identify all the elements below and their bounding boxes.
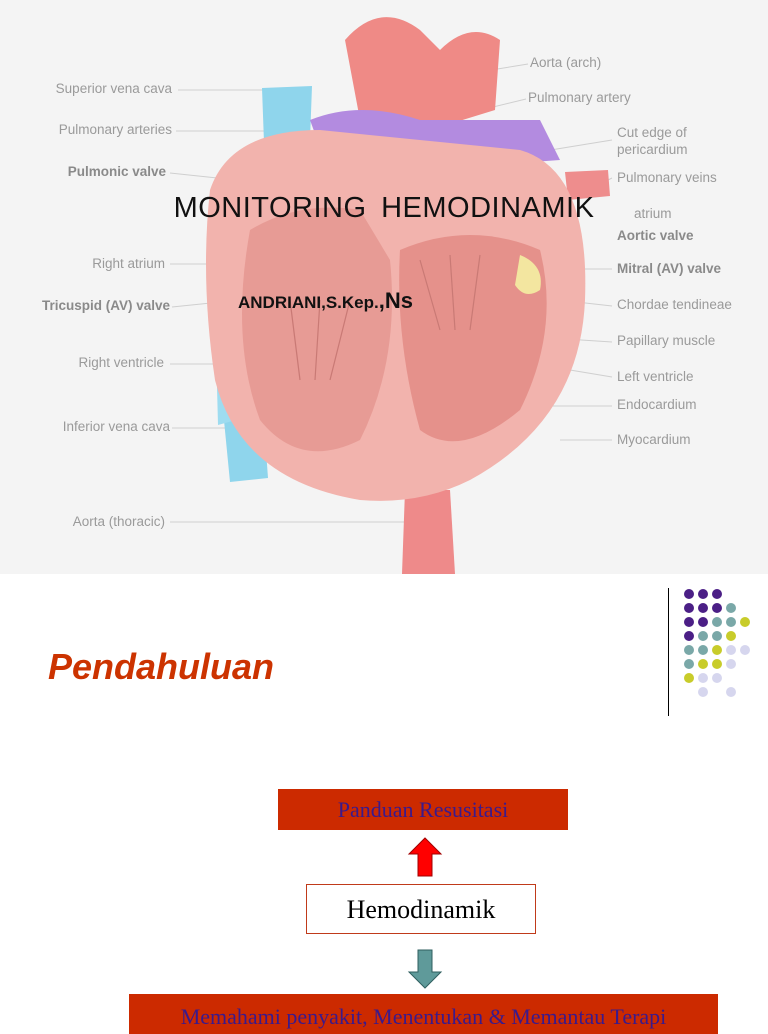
label-tricuspid-valve: Tricuspid (AV) valve <box>41 298 170 313</box>
dot <box>698 659 708 669</box>
dot <box>684 603 694 613</box>
dot <box>684 617 694 627</box>
dot <box>726 617 736 627</box>
hemodynamic-box: Hemodinamik <box>306 884 536 934</box>
label-endocardium: Endocardium <box>617 397 697 412</box>
intro-slide <box>0 574 768 1029</box>
label-aorta-thoracic: Aorta (thoracic) <box>72 514 165 529</box>
decorative-divider <box>668 588 669 716</box>
label-superior-vena-cava: Superior vena cava <box>55 81 172 96</box>
label-pulmonic-valve: Pulmonic valve <box>67 164 166 179</box>
label-chordae-tendineae: Chordae tendineae <box>617 297 732 312</box>
dot <box>726 645 736 655</box>
label-pericardium: pericardium <box>617 142 688 157</box>
dot <box>698 687 708 697</box>
label-mitral-valve: Mitral (AV) valve <box>617 261 722 276</box>
dot <box>740 617 750 627</box>
dot <box>712 645 722 655</box>
dot <box>698 617 708 627</box>
label-pulmonary-veins: Pulmonary veins <box>617 170 717 185</box>
dot <box>712 631 722 641</box>
label-right-atrium: Right atrium <box>92 256 165 271</box>
dot <box>698 603 708 613</box>
section-title: Pendahuluan <box>48 646 275 687</box>
dot <box>712 603 722 613</box>
label-left-atrium: atrium <box>634 206 672 221</box>
dot <box>712 589 722 599</box>
understand-disease-box: Memahami penyakit, Menentukan & Memantau Terapi <box>129 994 718 1034</box>
label-inferior-vena-cava: Inferior vena cava <box>62 419 170 434</box>
dot <box>740 645 750 655</box>
dot <box>726 603 736 613</box>
label-myocardium: Myocardium <box>617 432 691 447</box>
right-ventricle-shape <box>242 208 392 452</box>
dot <box>684 631 694 641</box>
resuscitation-guide-box: Panduan Resusitasi <box>278 789 568 830</box>
dot <box>684 589 694 599</box>
dot <box>712 673 722 683</box>
author-main: ANDRIANI,S.Kep. <box>238 293 379 312</box>
dot <box>726 687 736 697</box>
arrow-down-icon <box>407 948 443 990</box>
decorative-dot-grid <box>681 587 768 697</box>
dot <box>712 659 722 669</box>
label-aorta-arch: Aorta (arch) <box>530 55 602 70</box>
label-pulmonary-arteries: Pulmonary arteries <box>58 122 172 137</box>
aorta-thoracic-shape <box>402 490 455 574</box>
label-aortic-valve: Aortic valve <box>617 228 694 243</box>
dot <box>698 645 708 655</box>
label-cut-edge: Cut edge of <box>617 125 687 140</box>
dot <box>698 673 708 683</box>
dot <box>684 673 694 683</box>
dot <box>698 631 708 641</box>
label-right-ventricle: Right ventricle <box>78 355 164 370</box>
dot <box>698 589 708 599</box>
author-name <box>238 288 413 314</box>
arrow-up-icon <box>407 836 443 878</box>
label-papillary-muscle: Papillary muscle <box>617 333 716 348</box>
dot <box>726 659 736 669</box>
label-left-ventricle: Left ventricle <box>617 369 694 384</box>
dot <box>726 631 736 641</box>
dot <box>712 617 722 627</box>
author-suffix: ,Ns <box>378 288 413 313</box>
slide-title: MONITORING HEMODINAMIK <box>173 192 595 224</box>
label-pulmonary-artery: Pulmonary artery <box>528 90 631 105</box>
dot <box>684 645 694 655</box>
dot <box>684 659 694 669</box>
